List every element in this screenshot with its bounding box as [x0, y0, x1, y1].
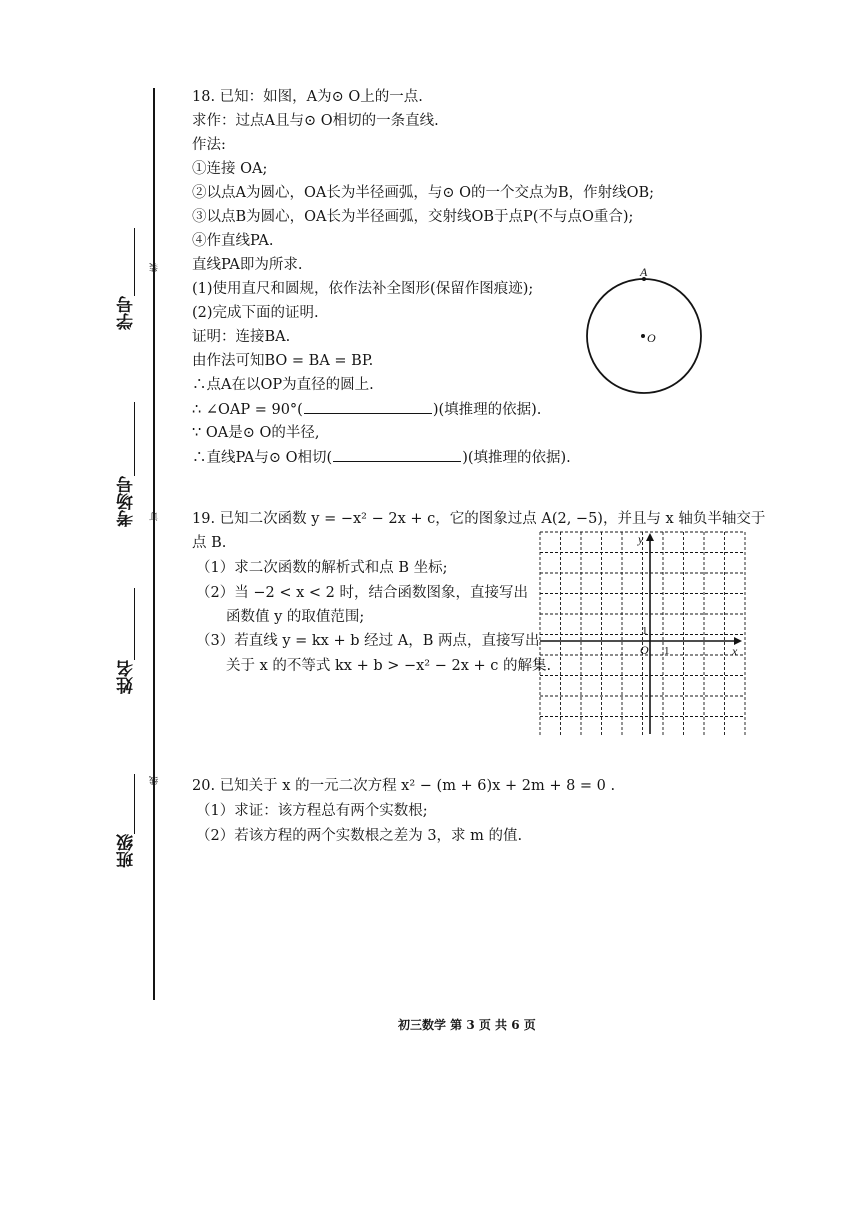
q18-answer-blank-1[interactable] — [304, 399, 432, 414]
point-o-label: O — [647, 331, 656, 345]
q19-coordinate-grid — [538, 530, 746, 736]
y-unit-label: 1 — [642, 625, 648, 637]
q18-line-5: ②以点A为圆心，OA长为半径画弧，与⊙ O的一个交点为B，作射线OB; — [192, 185, 655, 201]
page-footer: 初三数学 第 3 页 共 6 页 — [398, 1018, 536, 1032]
y-axis-label: y — [638, 532, 644, 546]
q18-line-10: (2)完成下面的证明. — [192, 305, 319, 321]
q18-line-16-start: ∴直线PA与⊙ O相切( — [192, 450, 333, 466]
q18-line-8: 直线PA即为所求. — [192, 257, 303, 273]
q18-line-16 — [192, 447, 571, 468]
x-axis-label: x — [732, 644, 738, 658]
q19-line-7: 关于 x 的不等式 kx + b > −x² − 2x + c 的解集. — [226, 658, 552, 674]
student-no-label: 学号 — [117, 296, 137, 330]
seal-mark: 装 — [150, 263, 160, 272]
q20-line-3: （2）若该方程的两个实数根之差为 3，求 m 的值. — [196, 828, 523, 844]
exam-room-underline — [134, 402, 135, 476]
q19-line-4: （2）当 −2 < x < 2 时，结合函数图象，直接写出 — [196, 585, 528, 601]
student-no-underline — [134, 228, 135, 296]
q19-line-2: 点 B. — [192, 535, 227, 551]
q18-line-4: ①连接 OA; — [192, 161, 268, 177]
q18-line-12: 由作法可知BO = BA = BP. — [192, 353, 374, 369]
class-underline — [134, 774, 135, 834]
q18-line-7: ④作直线PA. — [192, 233, 274, 249]
class-label: 班级 — [117, 834, 137, 868]
name-label: 姓名 — [117, 660, 137, 694]
q20-line-2: （1）求证：该方程总有两个实数根; — [196, 803, 428, 819]
q18-line-15: ∵ OA是⊙ O的半径, — [192, 425, 320, 441]
q18-circle-figure — [580, 262, 710, 398]
q18-line-11: 证明：连接BA. — [192, 329, 291, 345]
q19-line-6: （3）若直线 y = kx + b 经过 A，B 两点，直接写出 — [196, 633, 540, 649]
q19-line-5: 函数值 y 的取值范围; — [226, 609, 365, 625]
q20-line-1: 20. 已知关于 x 的一元二次方程 x² − (m + 6)x + 2m + 8 = 0 . — [192, 778, 616, 794]
binding-line — [153, 88, 155, 1000]
exam-room-label: 考场号 — [117, 476, 137, 527]
origin-label: O — [640, 643, 649, 657]
q18-line-14 — [192, 399, 541, 420]
q19-line-3: （1）求二次函数的解析式和点 B 坐标; — [196, 560, 448, 576]
q18-line-3: 作法: — [192, 137, 226, 153]
x-unit-label: 1 — [664, 645, 670, 657]
q18-line-13: ∴点A在以OP为直径的圆上. — [192, 377, 374, 393]
q18-line-14-end: )(填推理的依据). — [432, 402, 542, 418]
q18-line-9: (1)使用直尺和圆规，依作法补全图形(保留作图痕迹); — [192, 281, 534, 297]
point-a-label: A — [640, 265, 648, 279]
q18-answer-blank-2[interactable] — [333, 447, 461, 462]
name-underline — [134, 588, 135, 660]
q18-line-14-start: ∴ ∠OAP = 90°( — [192, 402, 303, 418]
point-o-dot — [641, 334, 645, 338]
q18-line-16-end: )(填推理的依据). — [462, 450, 571, 466]
q18-line-1: 18. 已知：如图，A为⊙ O上的一点. — [192, 89, 423, 105]
q18-line-2: 求作：过点A且与⊙ O相切的一条直线. — [192, 113, 439, 129]
y-axis-arrow — [646, 533, 654, 541]
bind-mark: 订 — [150, 512, 160, 521]
q18-line-6: ③以点B为圆心，OA长为半径画弧，交射线OB于点P(不与点O重合); — [192, 209, 634, 225]
q19-line-1: 19. 已知二次函数 y = −x² − 2x + c，它的图象过点 A(2, −5)，并且与 x 轴负半轴交于 — [192, 511, 766, 527]
line-mark: 线 — [150, 776, 160, 785]
